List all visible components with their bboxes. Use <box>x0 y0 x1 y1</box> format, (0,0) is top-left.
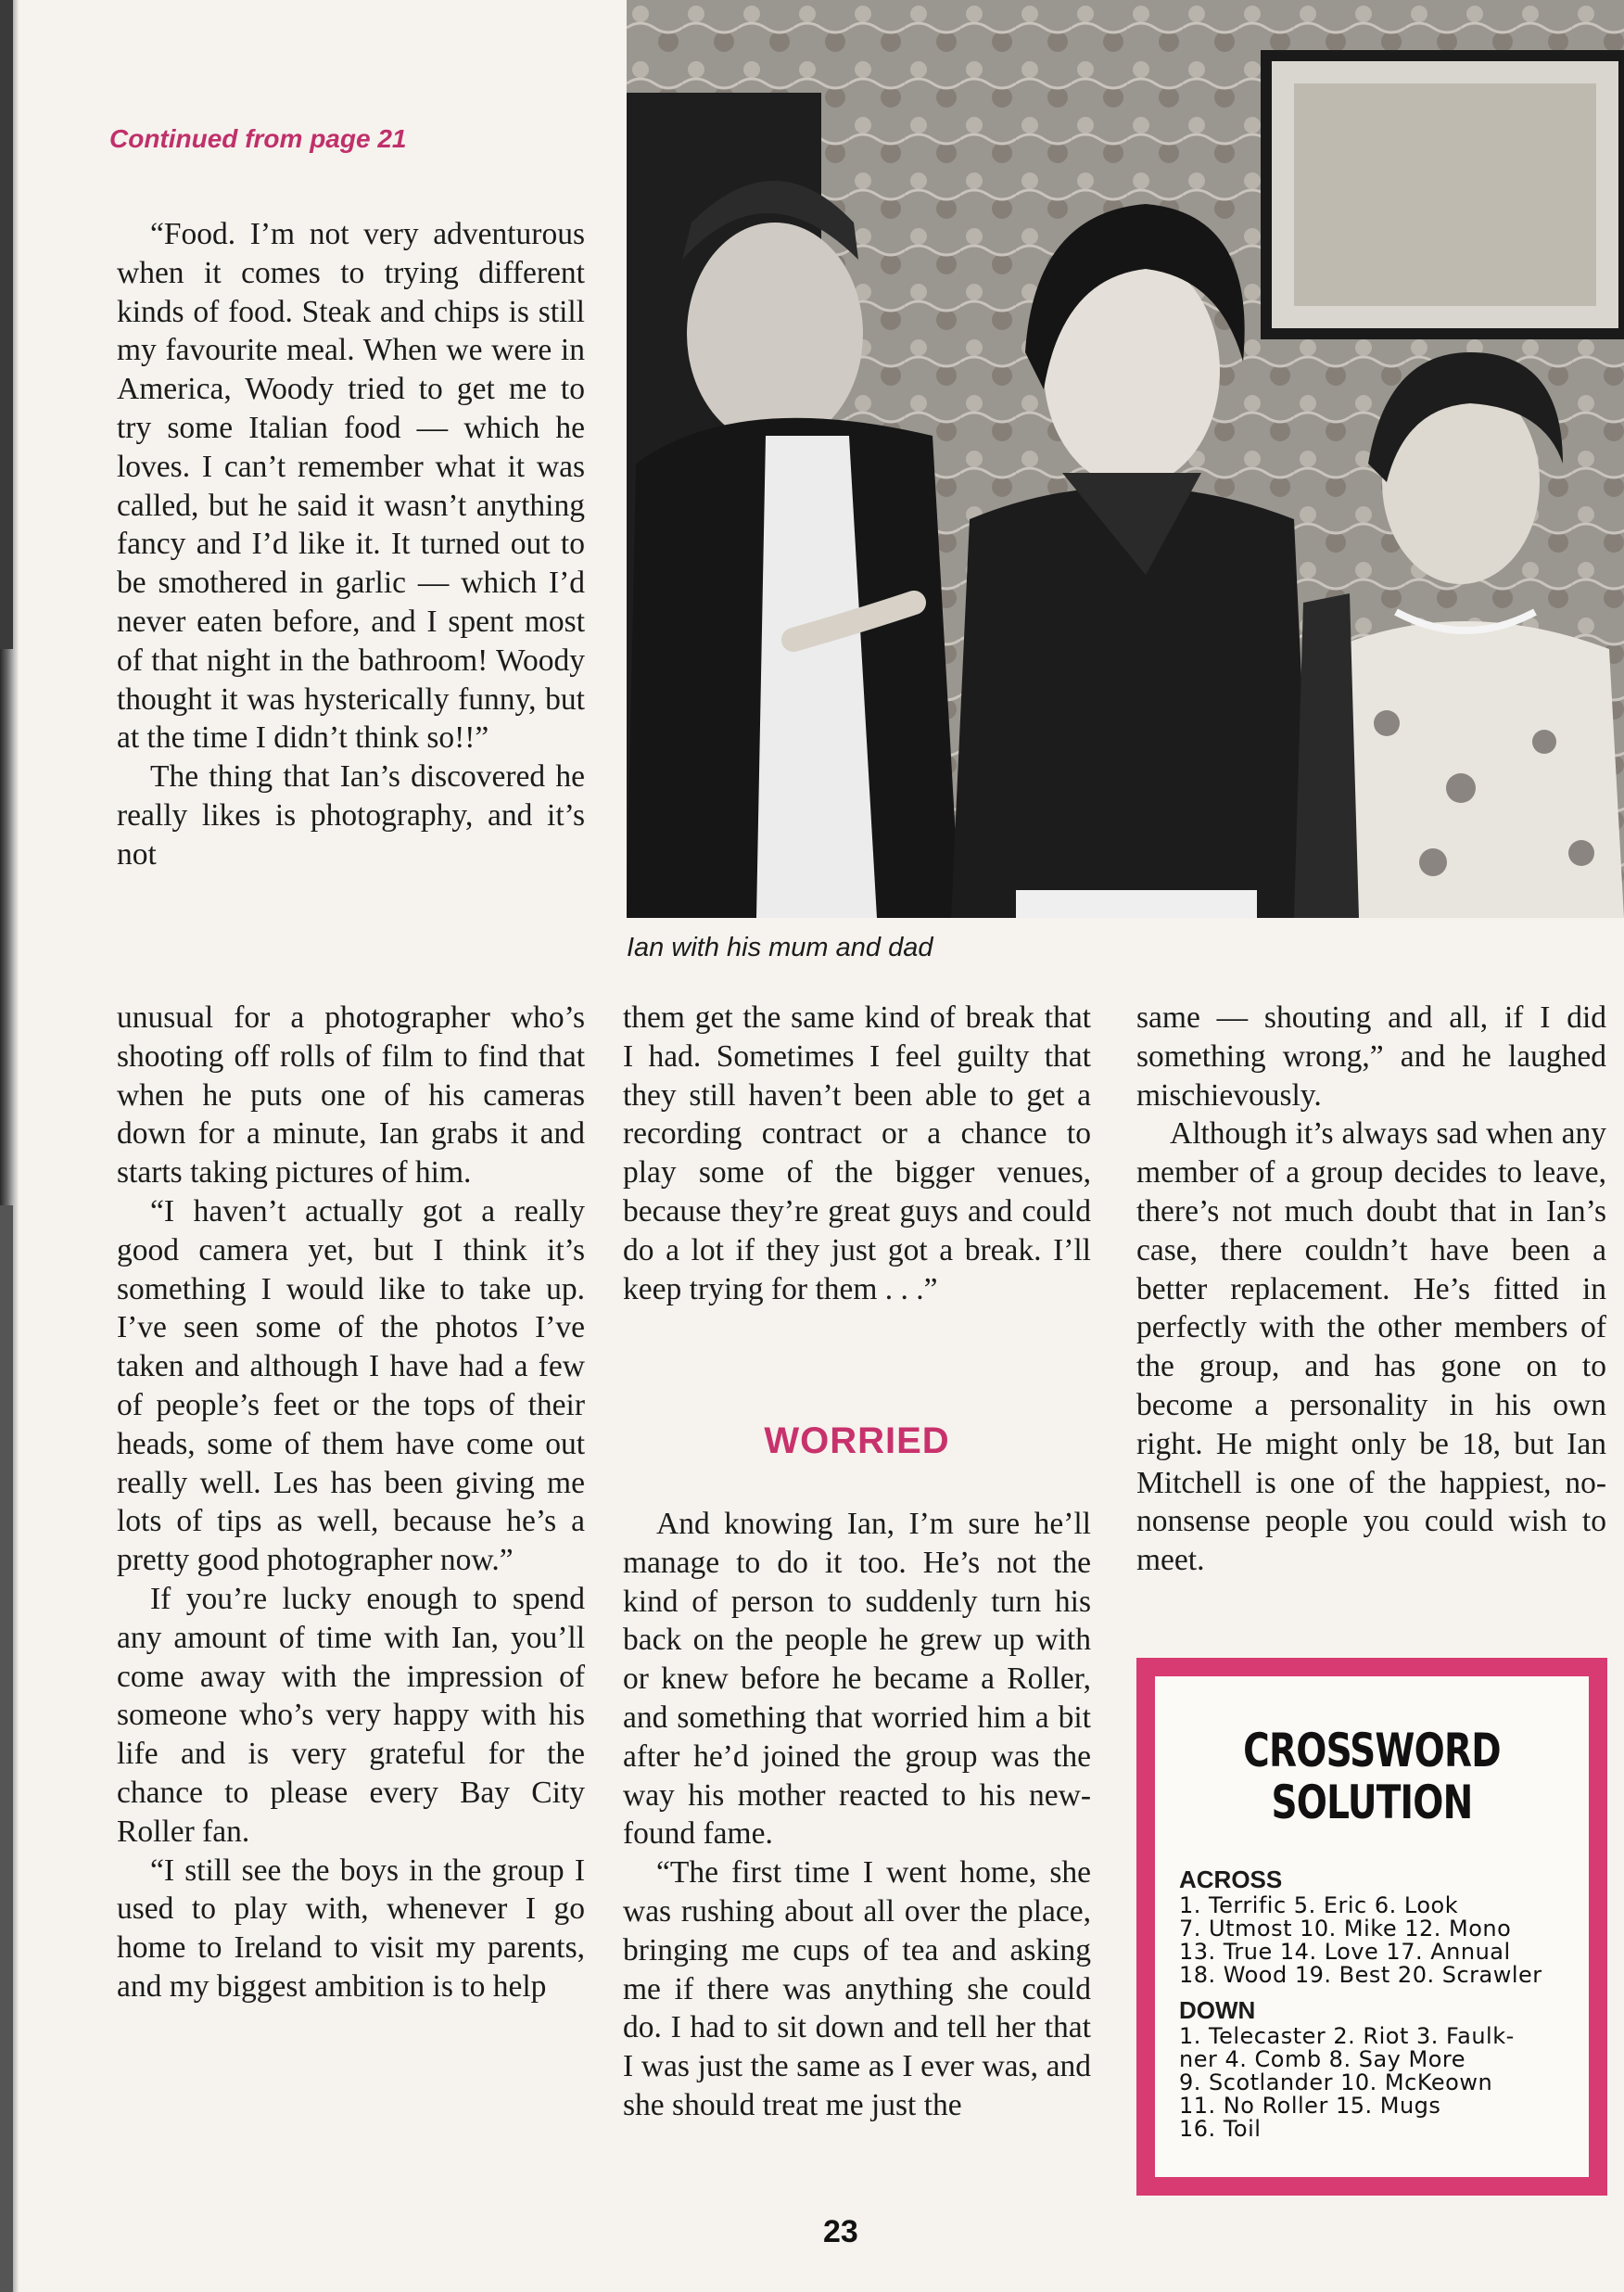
paragraph: “I haven’t actually got a really good camera yet, but I think it’s something I would like to take up. I’ve seen some of the photos I’ve taken and although I have had a few of people’s feet or the tops of their heads, some of them have come out really well. Les has been giving me lots of tips as well, because he’s a pretty good photographer now.” <box>117 1193 585 1578</box>
down-answer: 9. Scotlander 10. McKeown <box>1179 2069 1493 2095</box>
binding-shadow <box>0 1205 13 2292</box>
photo-caption: Ian with his mum and dad <box>627 933 933 962</box>
down-answer: 1. Telecaster 2. Riot 3. Faulk- <box>1179 2023 1515 2049</box>
down-answer: ner 4. Comb 8. Say More <box>1179 2046 1465 2072</box>
continued-note: Continued from page 21 <box>109 124 407 153</box>
article-column-3 <box>1136 999 1606 1580</box>
article-column-1-bottom <box>117 999 585 2006</box>
article-column-2-top <box>623 999 1091 1308</box>
across-answer: 7. Utmost 10. Mike 12. Mono <box>1179 1916 1512 1942</box>
paragraph: unusual for a photographer who’s shooting off rolls of film to find that when he puts one of his cameras down for a minute, Ian grabs it and starts taking pictures of him. <box>117 1000 585 1191</box>
crossword-title-line1: CROSSWORD <box>1243 1724 1501 1777</box>
across-answer: 1. Terrific 5. Eric 6. Look <box>1179 1892 1459 1918</box>
across-answer: 18. Wood 19. Best 20. Scrawler <box>1179 1962 1542 1988</box>
binding-shadow <box>0 0 13 649</box>
crossword-solution-inner <box>1155 1676 1589 2177</box>
article-column-2-bottom <box>623 1505 1091 2125</box>
down-label: DOWN <box>1179 1996 1256 2024</box>
across-label: ACROSS <box>1179 1865 1283 1893</box>
paragraph: “The first time I went home, she was rushing about all over the place, bringing me cups of tea and asking me if there was anything she could do. I had to sit down and tell her that I was just the same as I ever was, and she should treat me just the <box>623 1855 1091 2122</box>
paragraph: “Food. I’m not very adventurous when it comes to trying different kinds of food. Steak and chips is still my favourite meal. When we were in America, Woody tried to get me to try some Italian food — which he loves. I can’t remember what it was called, but he said it wasn’t anything fancy and I’d like it. It turned out to be smothered in garlic — which I’d never eaten before, and I spent most of that night in the bathroom! Woody thought it was hysterically funny, but at the time I didn’t think so!!” <box>117 217 585 756</box>
paragraph: Although it’s always sad when any member of a group decides to leave, there’s not much doubt that in Ian’s case, there couldn’t have been a better replacement. He’s fitted in perfectly with the other members of the group, and has gone on to become a personality in his own right. He might only be 18, but Ian Mitchell is one of the happiest, no-nonsense people you could wish to meet. <box>1136 1116 1606 1578</box>
paragraph: The thing that Ian’s discovered he really likes is photography, and it’s not <box>117 759 585 872</box>
paragraph: same — shouting and all, if I did something wrong,” and he laughed mischievously. <box>1136 1000 1606 1113</box>
paragraph: If you’re lucky enough to spend any amount of time with Ian, you’ll come away with the impression of someone who’s very happy with his life and is very grateful for the chance to please every Bay City Roller fan. <box>117 1581 585 1849</box>
crossword-title-line2: SOLUTION <box>1271 1776 1473 1829</box>
paragraph: “I still see the boys in the group I used to play with, whenever I go home to Ireland to visit my parents, and my biggest ambition is to help <box>117 1853 585 2004</box>
down-answer: 11. No Roller 15. Mugs <box>1179 2093 1441 2119</box>
paragraph: And knowing Ian, I’m sure he’ll manage to do it too. He’s not the kind of person to suddenly turn his back on the people he grew up with or knew before he became a Roller, and something that worried him a bit after he’d joined the group was the way his mother reacted to his new-found fame. <box>623 1507 1091 1852</box>
down-answer: 16. Toil <box>1179 2116 1262 2142</box>
paragraph: them get the same kind of break that I had. Sometimes I feel guilty that they still haven’t been able to get a recording contract or a chance to play some of the bigger venues, because they’re great guys and could do a lot if they just got a break. I’ll keep trying for them . . .” <box>623 1000 1091 1306</box>
family-photo-image <box>627 0 1624 918</box>
section-heading: WORRIED <box>764 1420 950 1461</box>
across-answer: 13. True 14. Love 17. Annual <box>1179 1939 1511 1965</box>
page-number: 23 <box>823 2214 858 2249</box>
crossword-solution-box <box>1136 1658 1607 2196</box>
article-column-1-top <box>117 215 585 874</box>
family-photo <box>627 0 1624 918</box>
